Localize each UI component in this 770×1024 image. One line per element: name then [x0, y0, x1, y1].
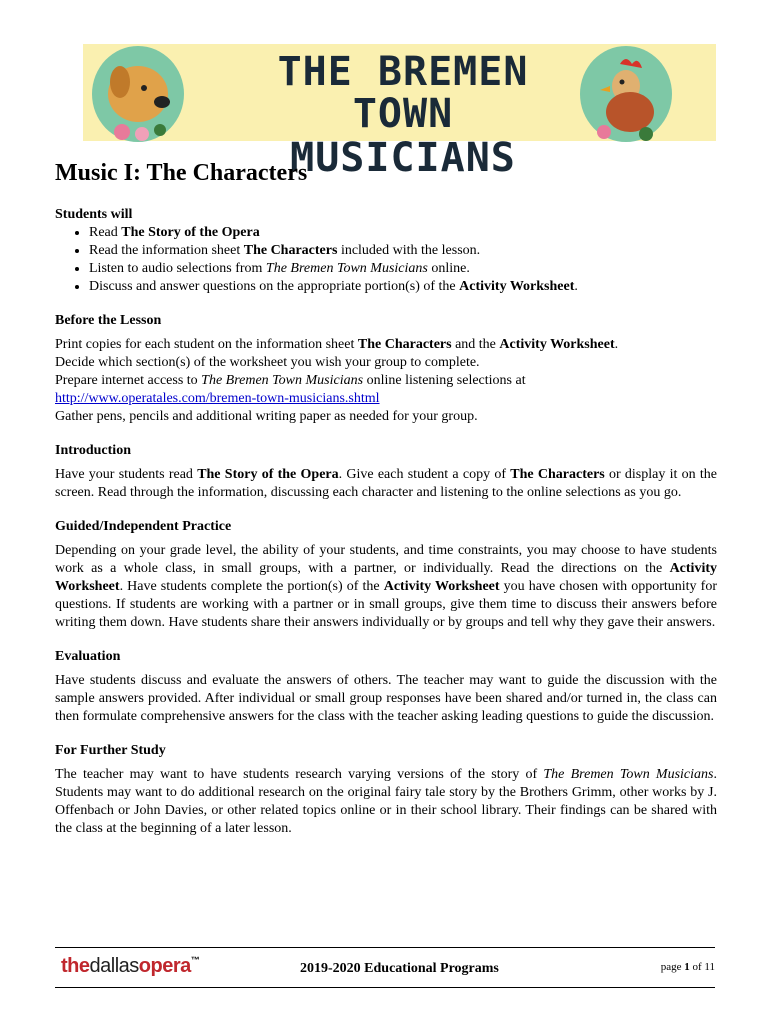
evaluation-heading: Evaluation: [55, 649, 121, 664]
list-item: • Discuss and answer questions on the appropriate portion(s) of the Activity Worksheet.: [89, 278, 717, 296]
page-number: page 1 of 11: [660, 961, 715, 973]
evaluation-text: Have students discuss and evaluate the answers of others. The teacher may want to guide the discussion with the sample answers provided. After individual or small group responses have been shared and/or turned in, the class can then formulate comprehensive answers for the class with the teacher asking leading questions to guide the discussion.: [55, 673, 717, 724]
before-lesson-heading: Before the Lesson: [55, 313, 162, 328]
guided-practice-heading: Guided/Independent Practice: [55, 519, 232, 534]
lesson-content: [55, 158, 717, 838]
list-item: • Read The Story of the Opera: [89, 224, 717, 242]
rooster-illustration: [580, 46, 672, 142]
rooster-icon: [580, 46, 672, 142]
page-footer: [55, 952, 715, 986]
banner-title-line1: THE BREMEN: [277, 49, 529, 95]
footer-bottom-rule: [55, 987, 715, 988]
program-label: 2019-2020 Educational Programs: [300, 961, 499, 976]
operatales-link[interactable]: http://www.operatales.com/bremen-town-musicians.shtml: [55, 391, 380, 406]
further-study-heading: For Further Study: [55, 743, 166, 758]
students-will-heading: Students will: [55, 207, 133, 222]
dog-illustration: [92, 46, 184, 142]
further-study-text: The teacher may want to have students research varying versions of the story of The Bremen Town Musicians. Students may want to do additional research on the original fairy tale story by the Brothers Grimm, other works by J. Offenbach or John Davies, or other related topics online or in their school library. Their findings can be shared with the class at the beginning of a later lesson.: [55, 767, 717, 836]
introduction-heading: Introduction: [55, 443, 131, 458]
page-title: Music I: The Characters: [55, 160, 308, 186]
introduction-text: Have your students read The Story of the Opera. Give each student a copy of The Characters or display it on the screen. Read through the information, discussing each character and listening to the online selections as you go.: [55, 467, 717, 500]
guided-practice-text: Depending on your grade level, the ability of your students, and time constraints, you may choose to have students work as a whole class, in small groups, with a partner, or individually. Read the directions on the Activity Worksheet. Have students complete the portion(s) of the Activity Worksheet you have chosen with opportunity for questions. If students are working with a partner or in small groups, give them time to discuss their answers before writing them down. Have students share their answers individually or by groups and tell why they gave their answers.: [55, 543, 717, 630]
list-item: • Listen to audio selections from The Bremen Town Musicians online.: [89, 260, 717, 278]
banner-title-line2: TOWN MUSICIANS: [290, 91, 516, 181]
dallas-opera-logo: thedallasopera™: [61, 955, 200, 977]
students-will-list: [55, 224, 717, 296]
before-lesson-text: Print copies for each student on the information sheet The Characters and the Activity Worksheet. Decide which section(s) of the worksheet you wish your group to complete. Prepare internet access to The Bremen Town Musicians online listening selections at http://www.operatales.com/bremen-town-musicians.shtml Gather pens, pencils and additional writing paper as needed for your group.: [55, 336, 717, 426]
list-item: • Read the information sheet The Characters included with the lesson.: [89, 242, 717, 260]
dog-icon: [92, 46, 184, 142]
footer-top-rule: [55, 947, 715, 948]
